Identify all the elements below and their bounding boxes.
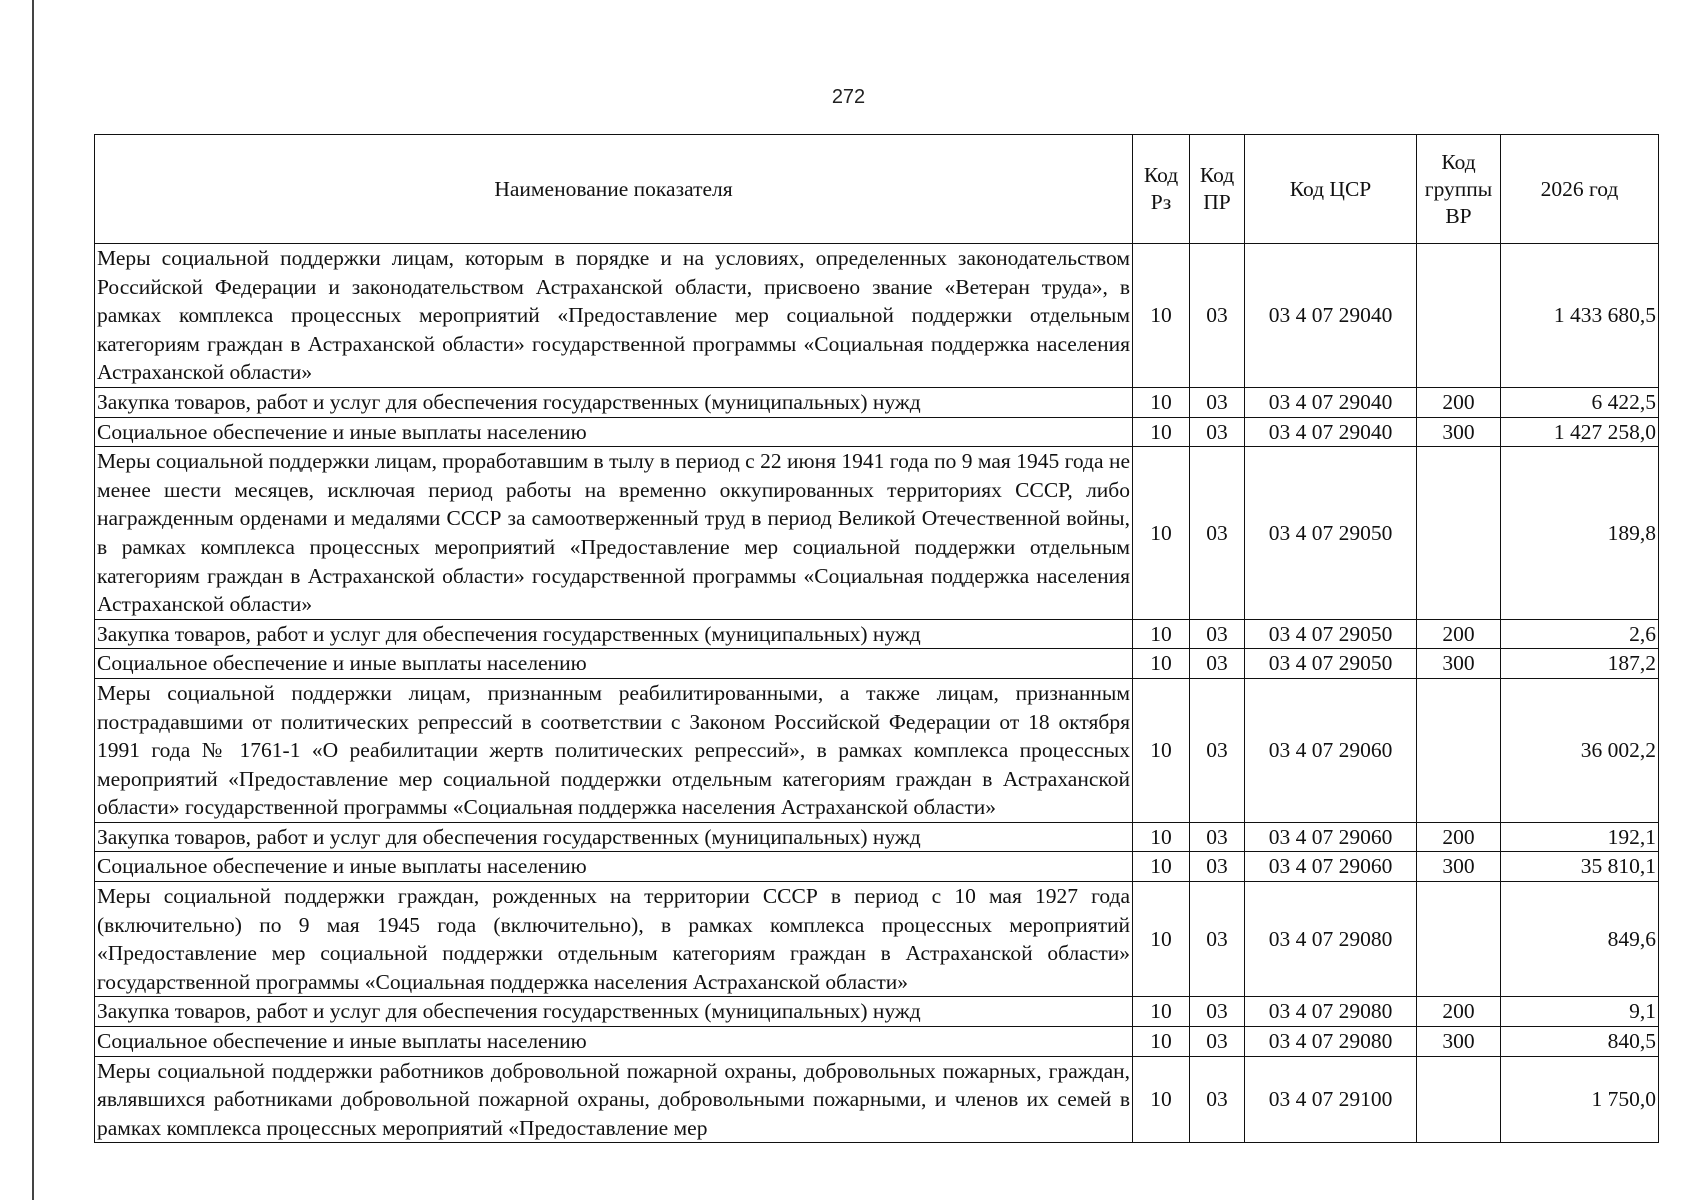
header-year: 2026 год (1501, 135, 1659, 244)
row-csr: 03 4 07 29050 (1245, 649, 1417, 679)
row-vr: 200 (1417, 387, 1501, 417)
row-rz: 10 (1133, 822, 1190, 852)
row-csr: 03 4 07 29040 (1245, 387, 1417, 417)
table-row (95, 882, 1659, 997)
row-rz: 10 (1133, 447, 1190, 620)
row-value: 1 427 258,0 (1501, 417, 1659, 447)
row-vr: 300 (1417, 649, 1501, 679)
budget-table (94, 134, 1659, 1143)
table-row (95, 1056, 1659, 1143)
row-rz: 10 (1133, 882, 1190, 997)
row-value: 187,2 (1501, 649, 1659, 679)
row-pr: 03 (1190, 649, 1245, 679)
row-name: Меры социальной поддержки лицам, признанным реабилитированными, а также лицам, признанным пострадавшими от политических репрессий в соответствии с Законом Российской Федерации от 18 октября 1991 года № 1761-1 «О реабилитации жертв политических репрессий», в рамках комплекса процессных мероприятий «Предоставление мер социальной поддержки отдельным категориям граждан в Астраханской области» государственной программы «Социальная поддержка населения Астраханской области» (95, 678, 1133, 822)
row-name: Социальное обеспечение и иные выплаты населению (95, 649, 1133, 679)
header-csr: Код ЦСР (1245, 135, 1417, 244)
row-value: 6 422,5 (1501, 387, 1659, 417)
row-csr: 03 4 07 29080 (1245, 882, 1417, 997)
table-row (95, 244, 1659, 388)
row-rz: 10 (1133, 678, 1190, 822)
row-name: Социальное обеспечение и иные выплаты населению (95, 417, 1133, 447)
row-value: 36 002,2 (1501, 678, 1659, 822)
row-vr: 200 (1417, 619, 1501, 649)
row-pr: 03 (1190, 1027, 1245, 1057)
row-csr: 03 4 07 29040 (1245, 244, 1417, 388)
row-csr: 03 4 07 29100 (1245, 1056, 1417, 1143)
row-value: 35 810,1 (1501, 852, 1659, 882)
row-pr: 03 (1190, 1056, 1245, 1143)
row-vr: 200 (1417, 997, 1501, 1027)
header-vr: Код группы ВР (1417, 135, 1501, 244)
row-value: 189,8 (1501, 447, 1659, 620)
row-vr (1417, 678, 1501, 822)
table-row (95, 997, 1659, 1027)
row-pr: 03 (1190, 417, 1245, 447)
row-csr: 03 4 07 29080 (1245, 1027, 1417, 1057)
row-vr: 300 (1417, 1027, 1501, 1057)
row-rz: 10 (1133, 417, 1190, 447)
row-pr: 03 (1190, 447, 1245, 620)
row-pr: 03 (1190, 882, 1245, 997)
row-rz: 10 (1133, 1056, 1190, 1143)
header-name: Наименование показателя (95, 135, 1133, 244)
row-name: Социальное обеспечение и иные выплаты населению (95, 1027, 1133, 1057)
row-vr (1417, 882, 1501, 997)
row-csr: 03 4 07 29060 (1245, 822, 1417, 852)
row-value: 1 433 680,5 (1501, 244, 1659, 388)
row-vr: 300 (1417, 417, 1501, 447)
row-csr: 03 4 07 29050 (1245, 619, 1417, 649)
row-pr: 03 (1190, 852, 1245, 882)
row-csr: 03 4 07 29060 (1245, 852, 1417, 882)
row-name: Меры социальной поддержки лицам, проработавшим в тылу в период с 22 июня 1941 года по 9 мая 1945 года не менее шести месяцев, исключая период работы на временно оккупированных территориях СССР, либо награжденным орденами и медалями СССР за самоотверженный труд в период Великой Отечественной войны, в рамках комплекса процессных мероприятий «Предоставление мер социальной поддержки отдельным категориям граждан в Астраханской области» государственной программы «Социальная поддержка населения Астраханской области» (95, 447, 1133, 620)
table-row (95, 447, 1659, 620)
left-margin-line (32, 0, 34, 1200)
row-vr (1417, 244, 1501, 388)
row-csr: 03 4 07 29040 (1245, 417, 1417, 447)
header-row (95, 135, 1659, 244)
row-rz: 10 (1133, 387, 1190, 417)
row-rz: 10 (1133, 852, 1190, 882)
page-number: 272 (831, 86, 866, 108)
row-rz: 10 (1133, 1027, 1190, 1057)
table-row (95, 649, 1659, 679)
header-pr: Код ПР (1190, 135, 1245, 244)
table-body (95, 244, 1659, 1143)
row-rz: 10 (1133, 997, 1190, 1027)
row-value: 2,6 (1501, 619, 1659, 649)
row-pr: 03 (1190, 387, 1245, 417)
row-vr: 300 (1417, 852, 1501, 882)
row-vr (1417, 1056, 1501, 1143)
row-vr: 200 (1417, 822, 1501, 852)
row-rz: 10 (1133, 619, 1190, 649)
row-name: Социальное обеспечение и иные выплаты населению (95, 852, 1133, 882)
row-value: 840,5 (1501, 1027, 1659, 1057)
row-rz: 10 (1133, 649, 1190, 679)
row-value: 9,1 (1501, 997, 1659, 1027)
table-row (95, 678, 1659, 822)
row-name: Закупка товаров, работ и услуг для обеспечения государственных (муниципальных) нужд (95, 619, 1133, 649)
table-row (95, 619, 1659, 649)
row-csr: 03 4 07 29080 (1245, 997, 1417, 1027)
table-row (95, 387, 1659, 417)
row-vr (1417, 447, 1501, 620)
row-name: Закупка товаров, работ и услуг для обеспечения государственных (муниципальных) нужд (95, 387, 1133, 417)
row-name: Меры социальной поддержки граждан, рожденных на территории СССР в период с 10 мая 1927 года (включительно) по 9 мая 1945 года (включительно), в рамках комплекса процессных мероприятий «Предоставление мер социальной поддержки отдельным категориям граждан в Астраханской области» государственной программы «Социальная поддержка населения Астраханской области» (95, 882, 1133, 997)
row-value: 192,1 (1501, 822, 1659, 852)
table-row (95, 822, 1659, 852)
row-rz: 10 (1133, 244, 1190, 388)
row-name: Меры социальной поддержки лицам, которым в порядке и на условиях, определенных законодательством Российской Федерации и законодательством Астраханской области, присвоено звание «Ветеран труда», в рамках комплекса процессных мероприятий «Предоставление мер социальной поддержки отдельным категориям граждан в Астраханской области» государственной программы «Социальная поддержка населения Астраханской области» (95, 244, 1133, 388)
row-csr: 03 4 07 29050 (1245, 447, 1417, 620)
row-pr: 03 (1190, 822, 1245, 852)
row-pr: 03 (1190, 244, 1245, 388)
row-pr: 03 (1190, 619, 1245, 649)
table-row (95, 852, 1659, 882)
row-name: Меры социальной поддержки работников добровольной пожарной охраны, добровольных пожарных, граждан, являвшихся работниками добровольной пожарной охраны, добровольными пожарными, и членов их семей в рамках комплекса процессных мероприятий «Предоставление мер (95, 1056, 1133, 1143)
row-value: 1 750,0 (1501, 1056, 1659, 1143)
table-row (95, 417, 1659, 447)
row-pr: 03 (1190, 997, 1245, 1027)
row-pr: 03 (1190, 678, 1245, 822)
table-row (95, 1027, 1659, 1057)
row-name: Закупка товаров, работ и услуг для обеспечения государственных (муниципальных) нужд (95, 822, 1133, 852)
row-value: 849,6 (1501, 882, 1659, 997)
row-csr: 03 4 07 29060 (1245, 678, 1417, 822)
row-name: Закупка товаров, работ и услуг для обеспечения государственных (муниципальных) нужд (95, 997, 1133, 1027)
header-rz: Код Рз (1133, 135, 1190, 244)
